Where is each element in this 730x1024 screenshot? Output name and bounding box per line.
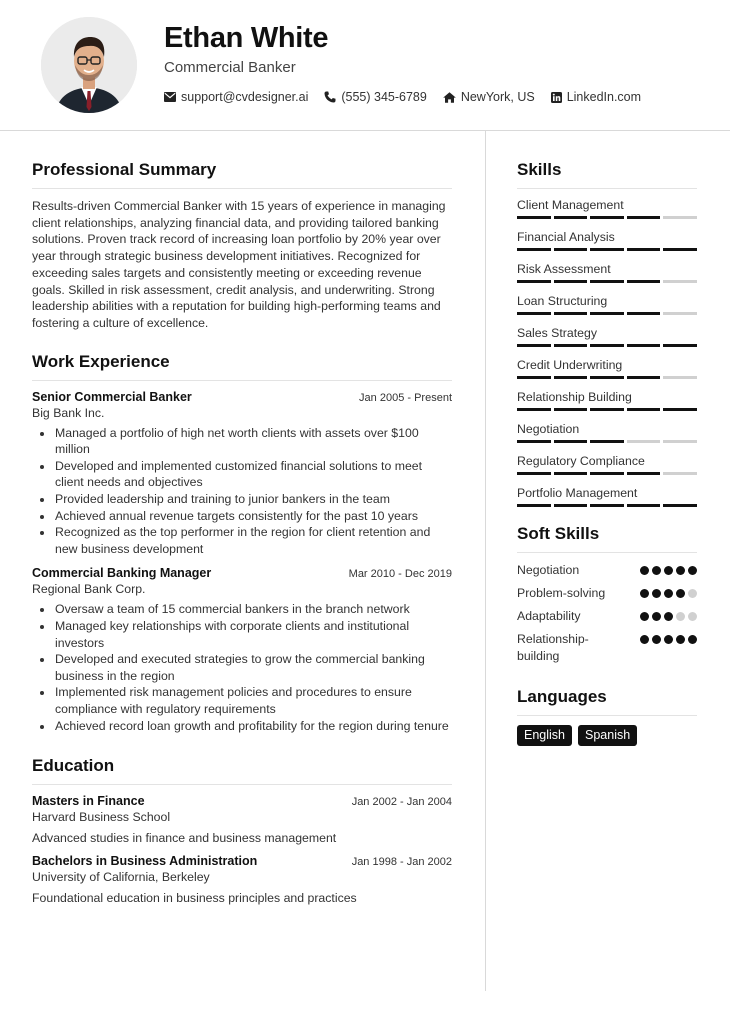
- job-bullet: • Achieved annual revenue targets consistently for the past 10 years: [54, 508, 452, 525]
- skill-level-bar: [517, 376, 697, 379]
- skill-item: [517, 454, 697, 475]
- skill-level-segment: [554, 504, 588, 507]
- rating-dot: [640, 612, 649, 621]
- job-bullet: • Provided leadership and training to junior bankers in the team: [54, 491, 452, 508]
- education-description: Foundational education in business principles and practices: [32, 891, 357, 906]
- skill-item: [517, 262, 697, 283]
- skill-level-segment: [590, 248, 624, 251]
- skill-level-segment: [517, 504, 551, 507]
- contact-location-text: NewYork, US: [460, 90, 535, 104]
- job-title: Senior Commercial Banker: [32, 389, 192, 404]
- rating-dot: [664, 589, 673, 598]
- language-tag: English: [517, 725, 572, 746]
- skill-level-segment: [554, 344, 588, 347]
- skill-level-bar: [517, 312, 697, 315]
- skill-level-segment: [627, 504, 661, 507]
- degree-title: Masters in Finance: [32, 794, 145, 809]
- skill-level-bar: [517, 472, 697, 475]
- rating-dot: [664, 635, 673, 644]
- rating-dot: [652, 635, 661, 644]
- skill-level-segment: [663, 312, 697, 315]
- job-bullets: [32, 425, 452, 558]
- skill-level-segment: [663, 408, 697, 411]
- skill-name: Financial Analysis: [517, 230, 615, 244]
- skill-level-segment: [554, 440, 588, 443]
- skill-name: Client Management: [517, 198, 624, 212]
- job-entry: [32, 390, 452, 558]
- rating-dot: [640, 635, 649, 644]
- skill-item: [517, 422, 697, 443]
- skill-level-segment: [517, 344, 551, 347]
- job-bullet: • Implemented risk management policies and procedures to ensure compliance with regulatory requirements: [54, 684, 452, 717]
- rating-dot: [664, 566, 673, 575]
- skill-level-segment: [663, 248, 697, 251]
- skill-level-segment: [590, 504, 624, 507]
- skill-level-bar: [517, 280, 697, 283]
- contact-email-text: support@cvdesigner.ai: [181, 90, 309, 104]
- skill-level-segment: [554, 248, 588, 251]
- skill-level-segment: [554, 312, 588, 315]
- skill-level-segment: [590, 344, 624, 347]
- contact-linkedin-text: LinkedIn.com: [566, 90, 642, 104]
- rating-dot: [652, 612, 661, 621]
- soft-skills-list: [517, 562, 697, 665]
- profile-photo: [41, 17, 137, 113]
- soft-skill-rating: [640, 566, 697, 575]
- linkedin-icon: [551, 92, 562, 103]
- candidate-name: Ethan White: [164, 22, 329, 54]
- skill-level-segment: [554, 408, 588, 411]
- skill-name: Portfolio Management: [517, 486, 638, 500]
- column-divider: [485, 131, 486, 991]
- skill-level-bar: [517, 344, 697, 347]
- skill-level-segment: [590, 280, 624, 283]
- skill-level-segment: [627, 312, 661, 315]
- contact-list: [164, 90, 641, 104]
- languages-section: [517, 687, 697, 746]
- job-entry: [32, 566, 452, 734]
- skill-level-segment: [590, 312, 624, 315]
- skill-level-segment: [517, 440, 551, 443]
- resume-header: [0, 0, 730, 131]
- education-section: [32, 756, 452, 905]
- job-bullet: • Recognized as the top performer in the region for client retention and new business development: [54, 524, 452, 557]
- skill-level-segment: [590, 472, 624, 475]
- job-company: Big Bank Inc.: [32, 405, 105, 420]
- skill-level-segment: [554, 472, 588, 475]
- skill-name: Credit Underwriting: [517, 358, 623, 372]
- rating-dot: [640, 566, 649, 575]
- soft-skill-name: Relationship-building: [517, 632, 589, 663]
- contact-phone[interactable]: [324, 90, 426, 104]
- skill-item: [517, 198, 697, 219]
- school-name: Harvard Business School: [32, 810, 171, 825]
- soft-skill-item: [517, 585, 697, 602]
- job-bullet: • Achieved record loan growth and profitability for the region during tenure: [54, 718, 452, 735]
- main-column: [32, 160, 452, 905]
- rating-dot: [664, 612, 673, 621]
- skill-level-segment: [517, 280, 551, 283]
- skill-level-segment: [663, 344, 697, 347]
- skill-item: [517, 230, 697, 251]
- skill-level-bar: [517, 504, 697, 507]
- skill-level-segment: [663, 376, 697, 379]
- soft-skills-section: [517, 524, 697, 665]
- skill-level-segment: [590, 440, 624, 443]
- rating-dot: [676, 612, 685, 621]
- skill-level-bar: [517, 248, 697, 251]
- job-bullet: • Developed and implemented customized financial solutions to meet client needs and objectives: [54, 458, 452, 491]
- job-date: Mar 2010 - Dec 2019: [348, 568, 452, 581]
- skill-level-segment: [627, 408, 661, 411]
- skill-level-segment: [554, 280, 588, 283]
- skill-level-segment: [627, 216, 661, 219]
- rating-dot: [688, 566, 697, 575]
- job-bullets: [32, 601, 452, 734]
- candidate-title: Commercial Banker: [164, 59, 296, 76]
- soft-skill-rating: [640, 635, 697, 644]
- phone-icon: [324, 91, 336, 103]
- skill-item: [517, 390, 697, 411]
- soft-skill-item: [517, 562, 697, 579]
- language-tag: Spanish: [578, 725, 637, 746]
- skill-level-segment: [517, 216, 551, 219]
- experience-section: [32, 352, 452, 735]
- job-bullet: • Managed key relationships with corporate clients and institutional investors: [54, 618, 452, 651]
- skill-item: [517, 358, 697, 379]
- job-bullet: • Oversaw a team of 15 commercial bankers in the branch network: [54, 601, 452, 618]
- education-date: Jan 2002 - Jan 2004: [351, 796, 452, 809]
- skill-level-segment: [663, 472, 697, 475]
- education-description: Advanced studies in finance and business management: [32, 831, 337, 846]
- soft-skill-rating: [640, 589, 697, 598]
- job-bullet: • Managed a portfolio of high net worth clients with assets over $100 million: [54, 425, 452, 458]
- person-portrait-icon: [41, 17, 137, 113]
- skill-level-segment: [517, 248, 551, 251]
- skill-level-segment: [663, 216, 697, 219]
- skill-level-segment: [663, 440, 697, 443]
- languages-heading: Languages: [517, 687, 697, 716]
- rating-dot: [652, 589, 661, 598]
- skill-level-segment: [517, 408, 551, 411]
- skill-item: [517, 486, 697, 507]
- skill-item: [517, 326, 697, 347]
- rating-dot: [688, 612, 697, 621]
- skill-level-segment: [627, 440, 661, 443]
- job-company: Regional Bank Corp.: [32, 582, 146, 597]
- skills-heading: Skills: [517, 160, 697, 189]
- skill-level-segment: [590, 216, 624, 219]
- skill-level-segment: [517, 472, 551, 475]
- rating-dot: [688, 635, 697, 644]
- rating-dot: [676, 589, 685, 598]
- skills-section: [517, 160, 697, 507]
- education-date: Jan 1998 - Jan 2002: [351, 856, 452, 869]
- soft-skill-name: Adaptability: [517, 609, 581, 623]
- skill-level-segment: [517, 312, 551, 315]
- job-date: Jan 2005 - Present: [359, 391, 452, 404]
- skill-level-bar: [517, 216, 697, 219]
- contact-phone-text: (555) 345-6789: [341, 90, 427, 104]
- soft-skill-item: [517, 608, 697, 625]
- rating-dot: [676, 635, 685, 644]
- contact-linkedin[interactable]: [551, 90, 641, 104]
- skill-name: Loan Structuring: [517, 294, 608, 308]
- skills-list: [517, 198, 697, 507]
- education-heading: Education: [32, 756, 452, 785]
- soft-skills-heading: Soft Skills: [517, 524, 697, 553]
- rating-dot: [676, 566, 685, 575]
- skill-level-segment: [627, 344, 661, 347]
- education-entry: [32, 854, 452, 905]
- contact-email[interactable]: [164, 90, 308, 104]
- education-entry: [32, 794, 452, 845]
- summary-text: Results-driven Commercial Banker with 15 years of experience in managing client relationships, analyzing financial data, and providing tailored banking solutions. Proven track record of increasing loan portfolio by 20% year over year through strategic business development initiatives. Recognized for exceeding sales targets and consistently meeting or exceeding revenue goals. Skilled in risk assessment, credit analysis, and underwriting. Strong leadership abilities with a reputation for building high-performing teams and fostering a culture of excellence.: [32, 199, 446, 330]
- rating-dot: [652, 566, 661, 575]
- soft-skill-name: Problem-solving: [517, 586, 606, 600]
- skill-level-segment: [590, 408, 624, 411]
- skill-name: Risk Assessment: [517, 262, 611, 276]
- skill-level-segment: [554, 216, 588, 219]
- skill-name: Negotiation: [517, 422, 580, 436]
- soft-skill-item: [517, 631, 697, 665]
- envelope-icon: [164, 92, 176, 102]
- skill-level-segment: [663, 280, 697, 283]
- experience-heading: Work Experience: [32, 352, 452, 381]
- skill-name: Regulatory Compliance: [517, 454, 645, 468]
- skill-level-segment: [663, 504, 697, 507]
- skill-level-segment: [554, 376, 588, 379]
- skill-level-segment: [517, 376, 551, 379]
- soft-skill-rating: [640, 612, 697, 621]
- home-icon: [443, 92, 456, 103]
- skill-item: [517, 294, 697, 315]
- skill-level-segment: [590, 376, 624, 379]
- summary-section: [32, 160, 452, 332]
- skill-level-segment: [627, 376, 661, 379]
- skill-name: Relationship Building: [517, 390, 632, 404]
- skill-level-segment: [627, 472, 661, 475]
- school-name: University of California, Berkeley: [32, 870, 210, 885]
- skill-level-bar: [517, 440, 697, 443]
- job-bullet: • Developed and executed strategies to grow the commercial banking business in the region: [54, 651, 452, 684]
- job-title: Commercial Banking Manager: [32, 566, 212, 581]
- summary-heading: Professional Summary: [32, 160, 452, 189]
- skill-name: Sales Strategy: [517, 326, 597, 340]
- soft-skill-name: Negotiation: [517, 563, 580, 577]
- languages-list: [517, 725, 697, 746]
- rating-dot: [640, 589, 649, 598]
- skill-level-segment: [627, 280, 661, 283]
- side-column: [517, 160, 697, 746]
- contact-location: [443, 90, 535, 104]
- rating-dot: [688, 589, 697, 598]
- skill-level-bar: [517, 408, 697, 411]
- degree-title: Bachelors in Business Administration: [32, 854, 258, 869]
- skill-level-segment: [627, 248, 661, 251]
